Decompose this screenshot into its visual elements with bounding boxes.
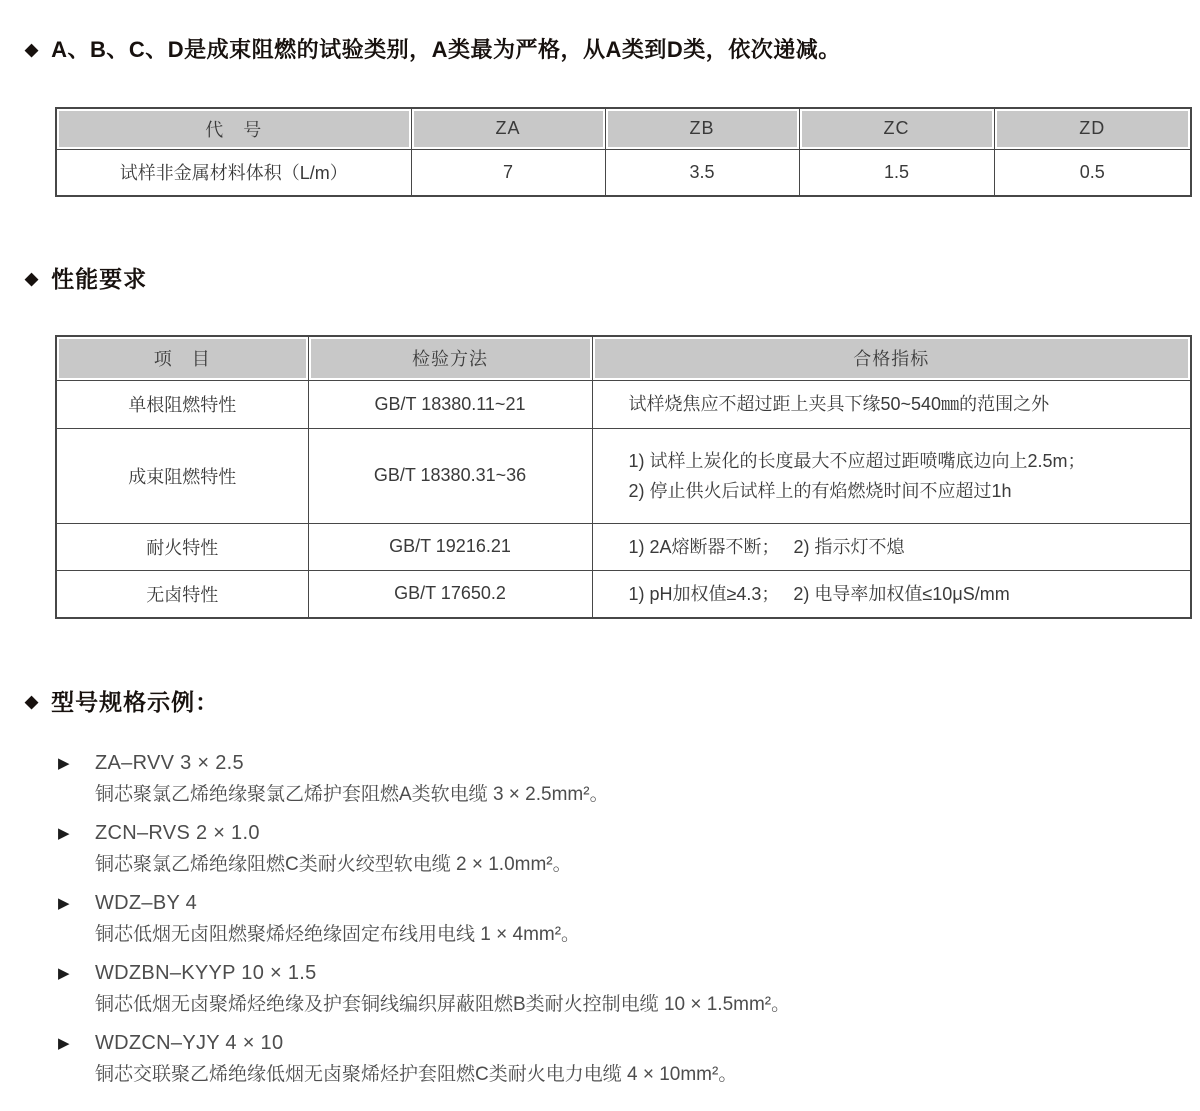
header-cell-zd: ZD: [994, 108, 1191, 149]
cell-item: 单根阻燃特性: [56, 380, 308, 428]
list-item: [58, 1028, 1168, 1087]
intro-note-text: A、B、C、D是成束阻燃的试验类别，A类最为严格，从A类到D类，依次递减。: [51, 37, 841, 62]
criteria-line: 2) 停止供火后试样上的有焰燃烧时间不应超过1h: [628, 480, 1012, 501]
example-description: 铜芯交联聚乙烯绝缘低烟无卤聚烯烃护套阻燃C类耐火电力电缆 4 × 10mm²。: [95, 1064, 738, 1085]
list-item: [58, 818, 1168, 877]
header-cell-item: 项 目: [56, 336, 308, 380]
list-marker-icon: ▶: [58, 894, 70, 912]
table-row: [56, 380, 1191, 428]
diamond-icon: ◆: [25, 269, 39, 288]
cell-volume-zd: 0.5: [994, 149, 1191, 196]
header-cell-method: 检验方法: [308, 336, 592, 380]
list-item: [58, 958, 1168, 1017]
table-row: [56, 149, 1191, 196]
cell-item: 无卤特性: [56, 570, 308, 618]
example-model: WDZ–BY 4: [95, 891, 198, 914]
cell-item: 耐火特性: [56, 523, 308, 570]
table-row: [56, 523, 1191, 570]
cell-volume-label: 试样非金属材料体积（L/m）: [56, 149, 411, 196]
header-cell-za: ZA: [411, 108, 605, 149]
cell-criteria: [592, 570, 1191, 618]
table-header-row: [56, 108, 1191, 149]
example-model: WDZBN–KYYP 10 × 1.5: [95, 961, 317, 984]
list-item: [58, 888, 1168, 947]
table-row: [56, 428, 1191, 523]
criteria-line: 1) pH加权值≥4.3； 2) 电导率加权值≤10μS/mm: [628, 583, 1010, 604]
header-cell-criteria: 合格指标: [592, 336, 1191, 380]
list-marker-icon: ▶: [58, 1034, 70, 1052]
section-title: 性能要求: [51, 266, 148, 292]
cell-method: GB/T 18380.11~21: [308, 380, 592, 428]
example-description: 铜芯聚氯乙烯绝缘聚氯乙烯护套阻燃A类软电缆 3 × 2.5mm²。: [95, 784, 609, 805]
criteria-line: 1) 试样上炭化的长度最大不应超过距喷嘴底边向上2.5m；: [628, 450, 1086, 471]
cell-method: GB/T 19216.21: [308, 523, 592, 570]
performance-table: [55, 335, 1192, 619]
example-model: ZCN–RVS 2 × 1.0: [95, 821, 260, 844]
cell-criteria: [592, 523, 1191, 570]
cell-volume-za: 7: [411, 149, 605, 196]
section-heading-performance: [25, 261, 147, 294]
list-item: [58, 748, 1168, 807]
example-model: WDZCN–YJY 4 × 10: [95, 1031, 284, 1054]
cell-method: GB/T 17650.2: [308, 570, 592, 618]
cell-criteria: [592, 428, 1191, 523]
cell-method: GB/T 18380.31~36: [308, 428, 592, 523]
criteria-line: 1) 2A熔断器不断； 2) 指示灯不熄: [628, 536, 905, 557]
header-cell-zc: ZC: [799, 108, 994, 149]
table-row: [56, 570, 1191, 618]
criteria-line: 试样烧焦应不超过距上夹具下缘50~540㎜的范围之外: [628, 394, 1050, 414]
example-description: 铜芯聚氯乙烯绝缘阻燃C类耐火绞型软电缆 2 × 1.0mm²。: [95, 854, 572, 875]
code-volume-table: [55, 107, 1192, 197]
diamond-icon: ◆: [25, 692, 39, 711]
example-description: 铜芯低烟无卤阻燃聚烯烃绝缘固定布线用电线 1 × 4mm²。: [95, 924, 581, 945]
cell-volume-zc: 1.5: [799, 149, 994, 196]
list-marker-icon: ▶: [58, 824, 70, 842]
cell-item: 成束阻燃特性: [56, 428, 308, 523]
list-marker-icon: ▶: [58, 964, 70, 982]
header-cell-code: 代 号: [56, 108, 411, 149]
section-title: 型号规格示例：: [51, 689, 220, 715]
example-list: [58, 748, 1168, 1098]
cell-criteria: [592, 380, 1191, 428]
list-marker-icon: ▶: [58, 754, 70, 772]
example-model: ZA–RVV 3 × 2.5: [95, 751, 244, 774]
diamond-icon: ◆: [25, 40, 39, 59]
table-header-row: [56, 336, 1191, 380]
example-description: 铜芯低烟无卤聚烯烃绝缘及护套铜线编织屏蔽阻燃B类耐火控制电缆 10 × 1.5mm²。: [95, 994, 791, 1015]
intro-note: [25, 33, 841, 64]
section-heading-examples: [25, 684, 219, 717]
cell-volume-zb: 3.5: [605, 149, 799, 196]
header-cell-zb: ZB: [605, 108, 799, 149]
